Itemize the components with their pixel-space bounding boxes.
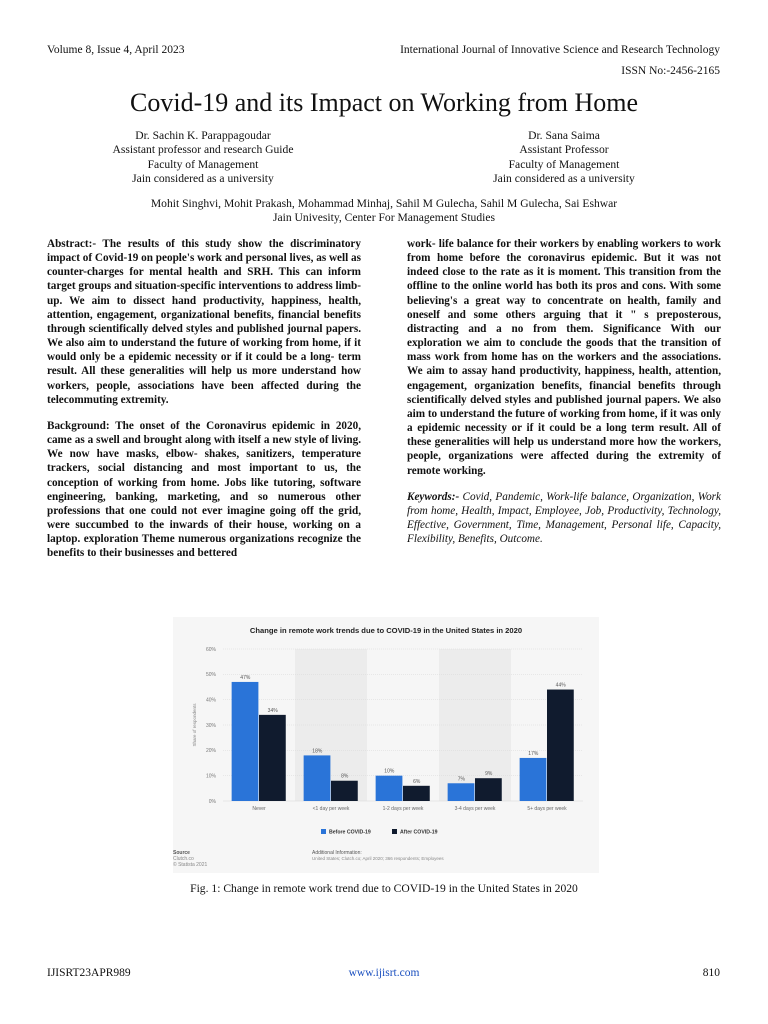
figure-caption: Fig. 1: Change in remote work trend due to COVID-19 in the United States in 2020	[190, 882, 578, 895]
bar-before	[448, 783, 475, 801]
legend-swatch	[392, 829, 397, 834]
bar-value-label: 9%	[485, 771, 493, 778]
author-role: Assistant professor and research Guide	[112, 143, 294, 157]
right-column	[407, 237, 721, 546]
source-label: Source	[173, 850, 190, 856]
left-column	[47, 237, 361, 560]
y-tick-label: 0%	[208, 798, 216, 805]
paper-title: Covid-19 and its Impact on Working from Home	[130, 88, 638, 117]
bar-value-label: 18%	[312, 748, 323, 755]
author-block-2	[460, 129, 668, 186]
x-tick-label: 3-4 days per week	[454, 806, 496, 812]
chart-figure	[173, 617, 599, 873]
author-name: Dr. Sachin K. Parappagoudar	[135, 129, 271, 142]
bar-before	[232, 682, 259, 801]
author-inst: Jain considered as a university	[132, 171, 274, 185]
abstract-text: The results of this study show the discriminatory impact of Covid-19 on people's work and personal lives, as well as counter-charges for mental health and SRH. This can inform target groups and situation-specific interventions to address limb-up. We aim to dissect hand productivity, happiness, health, attention, engagement, organizational benefits, financial benefits through scientifically delved styles and published journal papers. We also aim to understand the future of working from home, if it would only be a epidemic necessity or if it could be a long- term result. All these generalities will help us more understand how workers, people, associations have been affected during the telecommuting extremity.	[47, 238, 361, 406]
coauthors-affiliation: Jain Univesity, Center For Management Studies	[272, 211, 496, 225]
x-tick-label: <1 day per week	[312, 806, 350, 812]
bar-value-label: 17%	[528, 750, 539, 757]
bar-value-label: 8%	[341, 773, 349, 780]
info-text: United States; Clutch.co; April 2020; 366 respondents; Employees	[312, 856, 444, 861]
chart-title: Change in remote work trends due to COVID-19 in the United States in 2020	[249, 626, 523, 635]
y-tick-label: 50%	[205, 672, 216, 679]
info-label: Additional Information:	[312, 850, 362, 856]
x-tick-label: 1-2 days per week	[382, 806, 424, 812]
bar-before	[520, 758, 547, 801]
bar-value-label: 7%	[457, 776, 465, 783]
abstract-paragraph	[47, 237, 361, 407]
author-dept: Faculty of Management	[147, 157, 259, 171]
bar-after	[475, 778, 502, 801]
coauthors: Mohit Singhvi, Mohit Prakash, Mohammad Minhaj, Sahil M Gulecha, Sahil M Gulecha, Sai Eshwar	[150, 197, 618, 210]
bar-after	[403, 786, 430, 801]
bar-value-label: 34%	[267, 707, 278, 714]
legend-label: After COVID-19	[400, 829, 438, 836]
footer-website-link[interactable]: www.ijisrt.com	[348, 967, 420, 979]
bar-value-label: 10%	[384, 768, 395, 775]
journal-name: International Journal of Innovative Science and Research Technology	[400, 44, 720, 56]
bar-before	[304, 755, 331, 801]
source-line: Clutch.co	[173, 856, 194, 862]
legend-swatch	[321, 829, 326, 834]
footer-page-number: 810	[702, 967, 720, 979]
background-label: Background:	[47, 419, 110, 432]
source-line: © Statista 2021	[173, 862, 208, 868]
background-paragraph	[47, 419, 361, 561]
bar-after	[259, 715, 286, 801]
author-role: Assistant Professor	[519, 143, 609, 157]
x-tick-label: 5+ days per week	[527, 806, 567, 812]
author-block-1	[88, 129, 318, 186]
background-text: The onset of the Coronavirus epidemic in 2020, came as a swell and brought along with itself a new style of living. We now have masks, elbow- shakes, sanitizers, temperature trackers, social distancing and most important to us, the conception of working from home. Jobs like tutoring, software engineering, banking, marketing, and so numerous other professions that one could not ever imagine going off the grid, were succumbed to the inwards of their house, working on a laptop. exploration Theme numerous organizations recognize the benefits to their businesses and bettered	[47, 419, 361, 560]
bar-value-label: 47%	[240, 674, 251, 681]
x-tick-label: Never	[252, 806, 266, 812]
author-inst: Jain considered as a university	[493, 171, 635, 185]
y-tick-label: 30%	[205, 722, 216, 729]
coauthors-block	[0, 197, 768, 226]
issn-label: ISSN No:-2456-2165	[621, 65, 720, 77]
bar-after	[331, 781, 358, 801]
y-axis-label: Share of respondents	[192, 703, 197, 747]
keywords-label: Keywords:-	[407, 490, 460, 503]
bar-value-label: 44%	[555, 682, 566, 689]
bar-before	[376, 776, 403, 801]
y-tick-label: 40%	[205, 697, 216, 704]
abstract-label: Abstract:-	[47, 238, 97, 250]
bar-after	[547, 690, 574, 801]
bar-chart	[173, 617, 599, 873]
y-tick-label: 10%	[205, 773, 216, 780]
y-tick-label: 60%	[205, 646, 216, 653]
legend-label: Before COVID-19	[329, 829, 371, 836]
right-paragraph: work- life balance for their workers by enabling workers to work from home before the coronavirus epidemic. But it was not indeed close to the rate as it is moment. This transition from the offline to the online world has both its pros and cons. With some believing's a great way to concentrate on health, family and oneself and some others arguing that it " s preposterous, distracting and a no from them. Significance With our exploration we aim to conclude the goods that the transition of mass work from home has on the workers and the associations. We aim to assay hand productivity, happiness, health, attention, engagement, organization benefits, financial benefits through scientifically delved styles and published journal papers. We also aim to understand the future of working from home, if it was only a epidemic necessity or if it could be a long term result. All of these generalities will help us understand more how the workers, people, organizations were affected during the extremity of remote working.	[407, 238, 721, 477]
y-tick-label: 20%	[205, 748, 216, 755]
bar-value-label: 6%	[413, 778, 421, 785]
volume-label: Volume 8, Issue 4, April 2023	[47, 44, 185, 56]
footer-article-id: IJISRT23APR989	[47, 967, 131, 979]
keywords-paragraph	[407, 490, 721, 547]
keywords-text: Covid, Pandemic, Work-life balance, Organization, Work from home, Health, Impact, Employee, Job, Productivity, Technology, Effective, Government, Time, Management, Personal life, Capacity, Flexibility, Benefits, Outcome.	[407, 490, 721, 546]
author-name: Dr. Sana Saima	[528, 129, 600, 142]
author-dept: Faculty of Management	[508, 157, 620, 171]
